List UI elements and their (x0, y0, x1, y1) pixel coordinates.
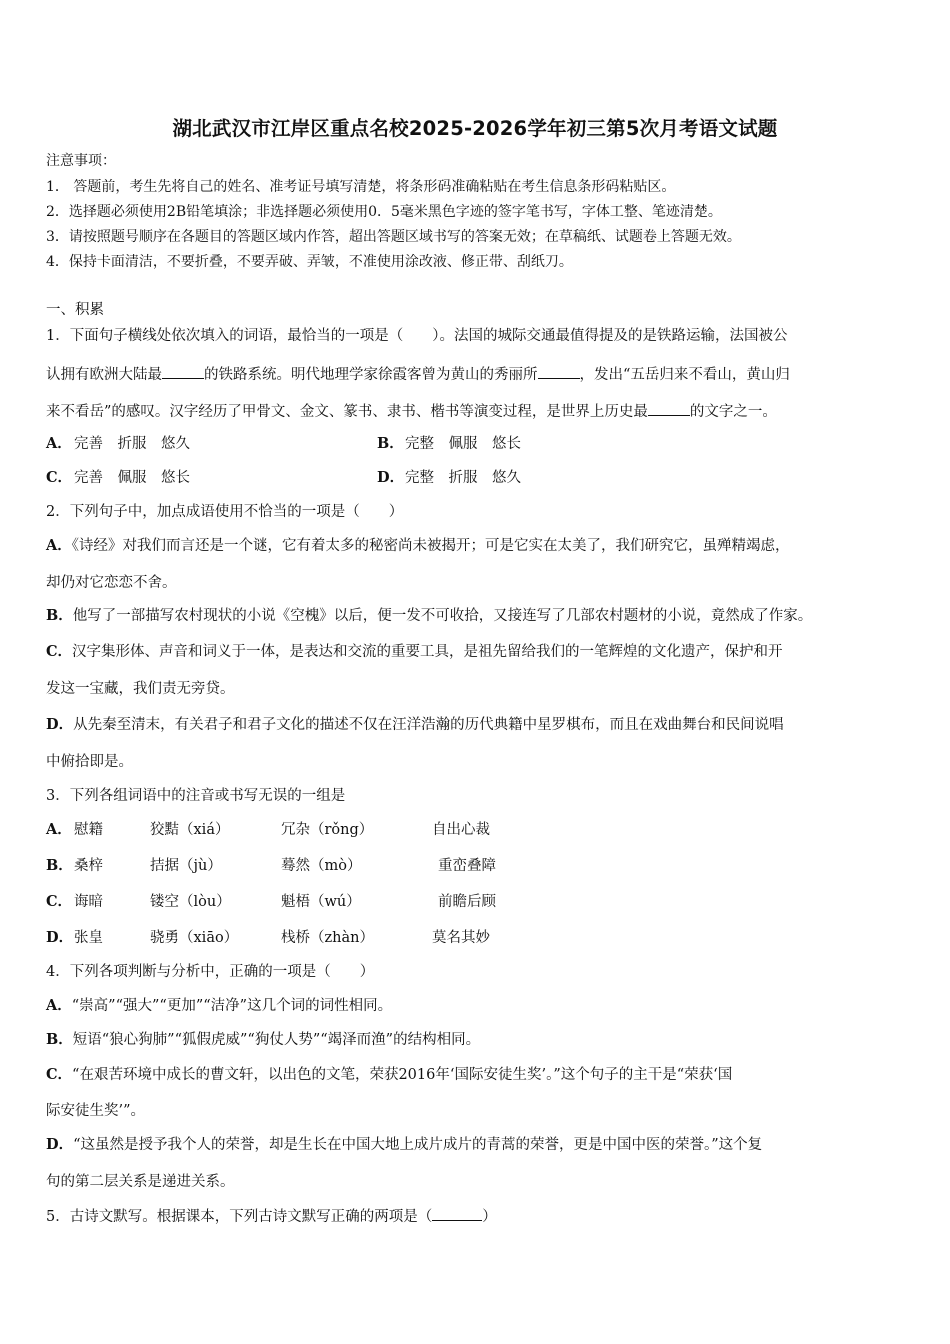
q2-option-d-line2: 中俯拾即是。 (46, 754, 133, 770)
q4-stem: 4．下列各项判断与分析中，正确的一项是（ ） (46, 964, 375, 980)
option-text: “在艰苦环境中成长的曹文轩，以出色的文笔，荣获2016年‘国际安徒生奖’。”这个句子的主干是“荣获‘国 (72, 1067, 733, 1083)
q1-text: 的铁路系统。明代地理学家徐霞客曾为黄山的秀丽所 (204, 367, 538, 383)
q3-word: 重峦叠障 (438, 858, 496, 874)
q2-option-d-line1 (46, 715, 784, 735)
q3-word: 自出心裁 (432, 822, 490, 838)
option-text: 从先秦至清末，有关君子和君子文化的描述不仅在汪洋浩瀚的历代典籍中星罗棋布，而且在戏曲舞台和民间说唱 (73, 717, 784, 733)
option-label: B． (46, 607, 73, 624)
q3-word: 镂空（lòu） (150, 894, 231, 910)
q3-word: 张皇 (74, 930, 103, 946)
q4-option-a (46, 996, 392, 1016)
option-label: B． (377, 435, 404, 452)
q3-stem: 3．下列各组词语中的注音或书写无误的一组是 (46, 788, 346, 804)
option-label: A． (46, 537, 72, 554)
q3-word: 冗杂（rǒng） (281, 822, 374, 838)
option-label: A． (46, 997, 72, 1014)
option-label: C． (46, 643, 73, 660)
notice-heading: 注意事项： (46, 153, 116, 169)
q2-option-a-line1 (46, 536, 790, 556)
option-text: 完善 佩服 悠长 (74, 470, 190, 486)
option-text: 汉字集形体、声音和词义于一体，是表达和交流的重要工具，是祖先留给我们的一笔辉煌的文化遗产，保护和开 (72, 644, 783, 660)
q1-option-d (377, 468, 521, 488)
q3-word: 桑梓 (74, 858, 103, 874)
option-text: 《诗经》对我们而言还是一个谜，它有着太多的秘密尚未被揭开；可是它实在太美了，我们研究它，虽殚精竭虑， (71, 538, 790, 554)
notice-item-4: 4．保持卡面清洁，不要折叠，不要弄破、弄皱，不准使用涂改液、修正带、刮纸刀。 (46, 254, 573, 270)
q4-option-c-line2: 际安徒生奖’”。 (46, 1103, 146, 1119)
page-title: 湖北武汉市江岸区重点名校2025-2026学年初三第5次月考语文试题 (172, 117, 778, 140)
q1-option-a (46, 434, 190, 454)
notice-item-1: 1． 答题前，考生先将自己的姓名、准考证号填写清楚，将条形码准确粘贴在考生信息条形码粘贴区。 (46, 179, 676, 195)
q3-option-label: B． (46, 857, 73, 874)
q3-word: 诲暗 (74, 894, 103, 910)
option-text: 短语“狼心狗肺”“狐假虎威”“狗仗人势”“竭泽而渔”的结构相同。 (72, 1032, 481, 1048)
q5-text: ） (482, 1209, 497, 1225)
q2-stem: 2．下列句子中，加点成语使用不恰当的一项是（ ） (46, 504, 404, 520)
option-label: D． (377, 469, 405, 486)
q3-word: 蓦然（mò） (281, 858, 362, 874)
q3-word: 莫名其妙 (432, 930, 490, 946)
q3-word: 拮据（jù） (150, 858, 222, 874)
q4-option-d-line1 (46, 1135, 762, 1155)
q4-option-b (46, 1030, 480, 1050)
q1-stem-line3 (46, 401, 777, 422)
q5-text: 5．古诗文默写。根据课本，下列古诗文默写正确的两项是（ (46, 1209, 433, 1225)
q1-option-c (46, 468, 190, 488)
option-label: D． (46, 1136, 74, 1153)
fill-blank (162, 364, 204, 379)
notice-item-2: 2．选择题必须使用2B铅笔填涂；非选择题必须使用0．5毫米黑色字迹的签字笔书写，字体工整、笔迹清楚。 (46, 204, 722, 220)
q1-text: 认拥有欧洲大陆最 (46, 367, 162, 383)
option-text: 他写了一部描写农村现状的小说《空槐》以后，便一发不可收拾，又接连写了几部农村题材的小说，竟然成了作家。 (72, 608, 813, 624)
section-heading: 一、积累 (46, 302, 104, 318)
fill-blank (432, 1206, 482, 1221)
q3-option-label: A． (46, 821, 72, 838)
q4-option-d-line2: 句的第二层关系是递进关系。 (46, 1174, 235, 1190)
q1-option-b (377, 434, 521, 454)
q1-text: 来不看岳”的感叹。汉字经历了甲骨文、金文、篆书、隶书、楷书等演变过程，是世界上历史最 (46, 404, 648, 420)
option-label: C． (46, 1066, 73, 1083)
q3-word: 魁梧（wú） (281, 894, 361, 910)
fill-blank (538, 364, 580, 379)
option-label: B． (46, 1031, 73, 1048)
q3-option-label: C． (46, 893, 73, 910)
option-text: “这虽然是授予我个人的荣誉，却是生长在中国大地上成片成片的青蒿的荣誉，更是中国中医的荣誉。”这个复 (73, 1137, 763, 1153)
option-label: A． (46, 435, 72, 452)
q1-text: ，发出“五岳归来不看山，黄山归 (579, 367, 790, 383)
q1-stem-line2 (46, 364, 790, 385)
q1-stem-line1: 1．下面句子横线处依次填入的词语，最恰当的一项是（ ）。法国的城际交通最值得提及的是铁路运输，法国被公 (46, 328, 788, 344)
q3-word: 前瞻后顾 (438, 894, 496, 910)
option-text: 完整 佩服 悠长 (405, 436, 521, 452)
option-text: 完善 折服 悠久 (74, 436, 190, 452)
q3-word: 狡黠（xiá） (150, 822, 230, 838)
option-text: “崇高”“强大”“更加”“洁净”这几个词的词性相同。 (71, 998, 393, 1014)
q2-option-a-line2: 却仍对它恋恋不舍。 (46, 575, 177, 591)
notice-item-3: 3．请按照题号顺序在各题目的答题区域内作答，超出答题区域书写的答案无效；在草稿纸、试题卷上答题无效。 (46, 229, 741, 245)
q2-option-c-line2: 发这一宝藏，我们责无旁贷。 (46, 681, 235, 697)
q3-word: 慰籍 (74, 822, 103, 838)
option-label: C． (46, 469, 73, 486)
q4-option-c-line1 (46, 1065, 732, 1085)
q5-stem (46, 1206, 497, 1227)
q2-option-c-line1 (46, 642, 783, 662)
q3-word: 栈桥（zhàn） (281, 930, 374, 946)
option-label: D． (46, 716, 74, 733)
q2-option-b (46, 606, 812, 626)
q3-word: 骁勇（xiāo） (150, 930, 239, 946)
fill-blank (648, 401, 690, 416)
q3-option-label: D． (46, 929, 74, 946)
option-text: 完整 折服 悠久 (405, 470, 521, 486)
q1-text: 的文字之一。 (689, 404, 777, 420)
